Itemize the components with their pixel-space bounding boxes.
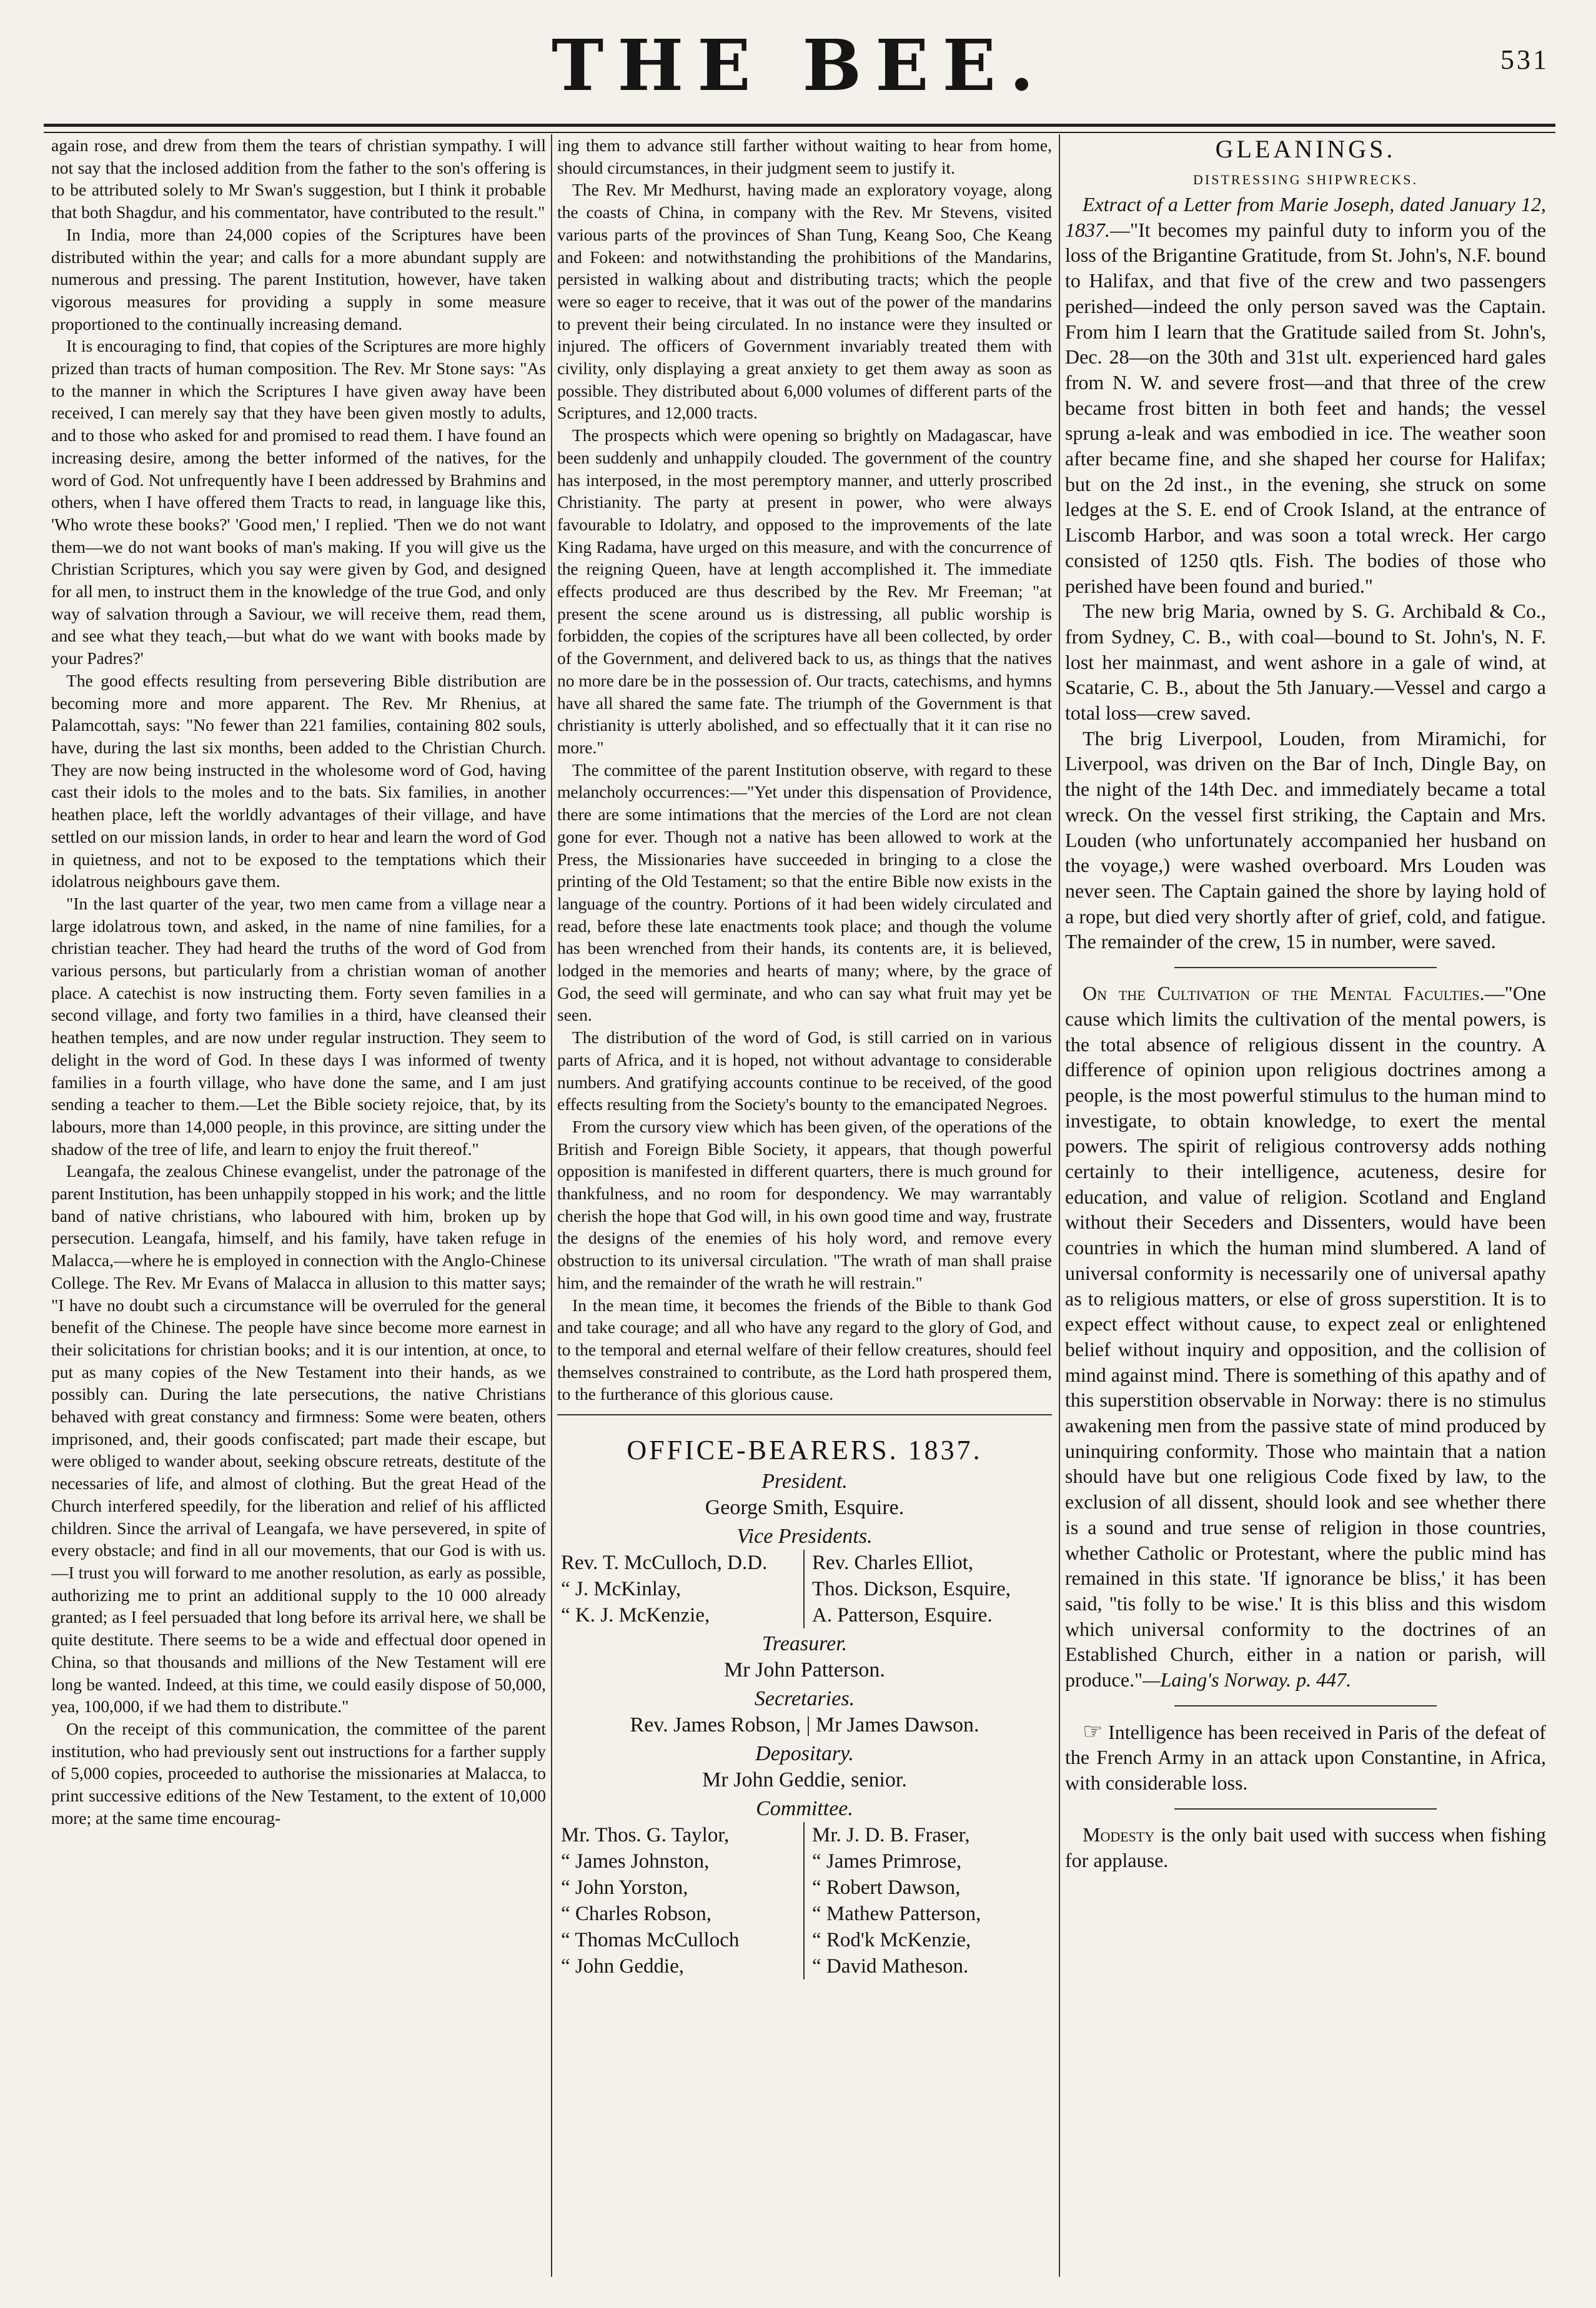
committee-member: “ John Geddie,	[561, 1955, 685, 1978]
treasurer-label: Treasurer.	[761, 1632, 848, 1656]
vice-presidents-list	[557, 1550, 1052, 1628]
section-divider	[1174, 1808, 1437, 1810]
article-paragraph: The new brig Maria, owned by S. G. Archibald & Co., from Sydney, C. B., with coal—bound to St. John's, N. F. lost her mainmast, and went ashore in a gale of wind, at Scatarie, C. B., about the 5th January.—Vessel and cargo a total loss—crew saved.	[1065, 600, 1546, 725]
article-paragraph: The prospects which were opening so brightly on Madagascar, have been suddenly and unhappily clouded. The government of the country has interposed, in the most peremptory manner, and utterly proscribed Christianity. The party at present in power, who were always favourable to Idolatry, and opposed to the improvements of the late King Radama, have urged on this measure, and with the concurrence of the reigning Queen, have at length accomplished it. The immediate effects produced are thus described by the Rev. Mr Freeman; "at present the scene around us is distressing, all public worship is forbidden, the copies of the scriptures have all been collected, by order of the Government, and delivered back to us, as things that the natives no more dare be in the possession of. Our tracts, catechisms, and hymns have all shared the same fate. The triumph of the Government is that christianity is utterly abolished, and so effectually that it it can rise no more."	[557, 425, 1052, 757]
article-paragraph: The distribution of the word of God, is still carried on in various parts of Africa, and it is hoped, not without advantage to considerable numbers. And gratifying accounts continue to be received, of the good effects resulting from the Society's bounty to the emancipated Negroes.	[557, 1028, 1052, 1114]
column-2	[557, 134, 1052, 2283]
mental-faculties-body: —"One cause which limits the cultivation of the mental powers, is the total absence of religious dissent in the country. A difference of opinion upon religious doctrines among a people, is the most powerful stimulus to the human mind to investigate, to obtain knowledge, to exert the mental powers. The spirit of religious controversy adds nothing certainly to their intelligence, acuteness, desire for education, and value of religion. Scotland and England without their Seceders and Dissenters, would have been countries in which the human mind slumbered. A land of universal conformity is necessarily one of universal apathy as to religious matters, or else of gross superstition. It is to expect effect without cause, to expect zeal or enlightened belief without inquiry and opposition, and the collision of mind against mind. There is something of this apathy and of this superstition observable in Norway: there is no stimulus awakening men from the passive state of mind produced by uninquiring conformity. Those who maintain that a nation should have but one religious Code fixed by law, to the exclusion of all dissent, should look and see whether there is a sound and true sense of religion in those countries, whether Catholic or Protestant, where the public mind has remained in this state. 'If ignorance be bliss,' it has been said, ''tis folly to be wise.' It is this bliss and this wisdom which universal conformity to the doctrines of an Established Church, either in a nation or parish, will produce."	[1065, 982, 1546, 1691]
mental-faculties-heading: On the Cultivation of the Mental Faculties.	[1083, 982, 1485, 1005]
article-paragraph: The brig Liverpool, Louden, from Miramichi, for Liverpool, was driven on the Bar of Inch, Dingle Bay, on the night of the 14th Dec. and immediately became a total wreck. On the vessel first striking, the Captain and Mrs. Louden (who unfortunately accompanied her husband on the voyage,) were washed overboard. Mrs Louden was never seen. The Captain gained the shore by laying hold of a rope, but died very shortly after of grief, cold, and fatigue. The remainder of the crew, 15 in number, were saved.	[1065, 726, 1546, 953]
article-paragraph: The good effects resulting from persevering Bible distribution are becoming more and more apparent. The Rev. Mr Rhenius, at Palamcottah, says: "No fewer than 221 families, containing 802 souls, have, during the last six months, been added to the Christian Church. They are now being instructed in the wholesome word of God, having cast their idols to the moles and to the bats. Six families, in another heathen place, left the worldly advantages of their village, and have settled on our mission lands, in order to hear and learn the word of God in quietness, and not to be exposed to the temptations which their idolatrous neighbours gave them.	[51, 670, 546, 891]
masthead-rule	[44, 124, 1555, 133]
vice-presidents-label: Vice Presidents.	[736, 1525, 873, 1548]
section-divider	[1174, 1705, 1437, 1706]
modesty-heading: Modesty	[1083, 1823, 1155, 1846]
committee-member: “ Mathew Patterson,	[812, 1903, 981, 1926]
column-divider	[551, 134, 552, 2277]
extract-intro: Extract of a Letter from Marie Joseph, dated January 12, 1837.	[1065, 193, 1546, 241]
column-3	[1065, 134, 1546, 2283]
pointing-hand-icon: ☞	[1083, 1718, 1103, 1744]
modesty-text: is the only bait used with success when fishing for applause.	[1065, 1823, 1546, 1871]
president-name: George Smith, Esquire.	[705, 1496, 905, 1520]
column-divider	[1059, 134, 1060, 2277]
committee-member: “ David Matheson.	[812, 1955, 969, 1978]
depositary-label: Depositary.	[755, 1742, 854, 1766]
quote-source: —Laing's Norway. p. 447.	[1142, 1668, 1352, 1691]
committee-member: “ Rod'k McKenzie,	[812, 1929, 971, 1952]
depositary-name: Mr John Geddie, senior.	[702, 1768, 907, 1792]
article-paragraph: "In the last quarter of the year, two men came from a village near a large idolatrous town, and asked, in the name of nine families, for a christian teacher. They had heard the truths of the word of God from various persons, but particularly from a christian woman of another place. A catechist is now instructing them. Forty seven families in a second village, and forty two families in a third, have cleansed their heathen temples, and are now under regular instruction. They seem to delight in the word of God. In these days I was informed of twenty families in a fourth village, who have done the same, and I am just sending a teacher to them.—Let the Bible society rejoice, that, by its labours, more than 14,000 people, in this province, are sitting under the shadow of the tree of life, and learn to enjoy the fruit thereof."	[51, 893, 546, 1159]
column-1	[51, 134, 546, 2283]
vice-president-name: “ J. McKinlay,	[561, 1578, 682, 1601]
article-paragraph: The committee of the parent Institution observe, with regard to these melancholy occurrences:—"Yet under this dispensation of Providence, there are some intimations that the mercies of the Lord are not clean gone for ever. Though not a native has been allowed to work at the Press, the Missionaries have succeeded in bringing to a close the printing of the Old Testament; so that the entire Bible now exists in the language of the country. Portions of it had been widely circulated and read, before these late enactments took place; and though the volume has been wrenched from their hands, its contents are, it is believed, lodged in the memories and hearts of many; where, by the grace of God, the seed will germinate, and who can say what fruit may yet be seen.	[557, 760, 1052, 1025]
committee-member: Mr. J. D. B. Fraser,	[812, 1824, 970, 1847]
committee-label: Committee.	[756, 1797, 853, 1821]
extract-body: —"It becomes my painful duty to inform you of the loss of the Brigantine Gratitude, from St. John's, N.F. bound to Halifax, and that five of the crew and two passengers perished—indeed the only person saved was the Captain. From him I learn that the Gratitude sailed from St. John's, Dec. 28—on the 30th and 31st ult. experienced hard gales from N. W. and severe frost—and that three of the crew became frost bitten in both feet and hands; the vessel sprung a-leak and was embodied in ice. The weather soon after became fine, and she shaped her course for Halifax; but on the 2d inst., in the evening, she struck on some ledges at the S. E. end of Crook Island, at the entrance of Liscomb Harbor, and was soon a total wreck. Her cargo consisted of 1250 qtls. Fish. The bodies of those who perished have been found and buried."	[1065, 218, 1546, 597]
article-paragraph	[1065, 1822, 1546, 1873]
article-paragraph: It is encouraging to find, that copies of the Scriptures are more highly prized than tracts of human composition. The Rev. Mr Stone says: "As to the manner in which the Scriptures I have given away have been received, I can merely say that they have been given mostly to adults, and to those who asked for and promised to read them. I have found an increasing desire, among the better informed of the natives, for the word of God. Not unfrequently have I been addressed by Brahmins and others, when I have offered them Tracts to read, in language like this, 'Who wrote these books?' 'Good men,' I replied. 'Then we do not want them—we do not want books of man's making. If you will give us the Christian Scriptures, which you say were given by God, and designed for all men, to instruct them in the knowledge of the true God, and only way of salvation through a Saviour, we will receive them, read them, and see what they teach,—but what do we want with books made by your Padres?'	[51, 336, 546, 668]
vice-president-name: Thos. Dickson, Esquire,	[812, 1578, 1011, 1601]
committee-member: Mr. Thos. G. Taylor,	[561, 1824, 730, 1847]
secretaries-label: Secretaries.	[754, 1687, 855, 1711]
article-paragraph: again rose, and drew from them the tears of christian sympathy. I will not say that the inclosed addition from the father to the son's offering is to be attributed solely to Mr Swan's suggestion, but I think it probable that both Shagdur, and his commentator, have contributed to the result."	[51, 136, 546, 222]
vice-president-name: “ K. J. McKenzie,	[561, 1604, 710, 1627]
committee-member: “ Charles Robson,	[561, 1903, 712, 1926]
page-number: 531	[1500, 44, 1549, 75]
article-paragraph	[1065, 1719, 1546, 1796]
section-divider	[1174, 967, 1437, 968]
office-bearers-title: OFFICE-BEARERS. 1837.	[627, 1435, 983, 1466]
vice-president-name: Rev. T. McCulloch, D.D.	[561, 1552, 768, 1575]
intelligence-notice: Intelligence has been received in Paris of the defeat of the French Army in an attack upon Constantine, in Africa, with considerable loss.	[1065, 1720, 1546, 1795]
committee-member: “ Thomas McCulloch	[561, 1929, 740, 1952]
president-label: President.	[761, 1470, 848, 1493]
article-paragraph: From the cursory view which has been given, of the operations of the British and Foreign Bible Society, it appears, that though powerful opposition is manifested in different quarters, there is much ground for thankfulness, and no room for despondency. We may warrantably cherish the hope that God will, in his own good time and way, frustrate the designs of the enemies of his holy word, and remove every obstruction to its universal circulation. "The wrath of man shall praise him, and the remainder of the wrath he will restrain."	[557, 1116, 1052, 1292]
committee-member: “ John Yorston,	[561, 1876, 688, 1899]
article-paragraph: Leangafa, the zealous Chinese evangelist, under the patronage of the parent Institution, has been unhappily stopped in his work; and the little band of native christians, who laboured with him, broken up by persecution. Leangafa, himself, and his family, have taken refuge in Malacca,—where he is employed in connection with the Anglo-Chinese College. The Rev. Mr Evans of Malacca in allusion to this matter says; "I have no doubt such a circumstance will be overruled for the general benefit of the Chinese. The people have since become more earnest in their solicitations for christian books; and it is our intention, at once, to put as many copies of the New Testament into their hands, as we possibly can. During the late persecutions, the native Christians behaved with great constancy and firmness: Some were beaten, others imprisoned, and, their goods confiscated; part made their escape, but were obliged to wander about, seeking obscure retreats, destitute of the necessaries of life, and almost of clothing. But the great Head of the Church interfered speedily, for the liberation and relief of his afflicted children. Since the arrival of Leangafa, we have persevered, in spite of every obstacle; and find in all our movements, that our God is with us.—I trust you will forward to me another resolution, as early as possible, authorizing me to print an additional supply to the 10 000 already granted; as I feel persuaded that long before its arrival here, we shall be quite destitute. There seems to be a wide and effectual door opened in China, so that thousands and millions of the New Testament will ere long be wanted. Indeed, at this time, we could easily dispose of 50,000, yea, 100,000, if we had them to distribute."	[51, 1161, 546, 1716]
article-paragraph: ing them to advance still farther without waiting to hear from home, should circumstances, in their judgment seem to justify it.	[557, 136, 1052, 177]
article-paragraph	[1065, 981, 1546, 1693]
article-paragraph: In India, more than 24,000 copies of the Scriptures have been distributed within the year; and calls for a more abundant supply are numerous and pressing. The parent Institution, however, have taken vigorous measures for providing a supply in some measure proportioned to the continually increasing demand.	[51, 224, 546, 334]
secretaries-names: Rev. James Robson, | Mr James Dawson.	[630, 1713, 979, 1737]
committee-list	[557, 1822, 1052, 1979]
gleanings-heading: GLEANINGS.	[1215, 135, 1396, 163]
committee-member: “ James Primrose,	[812, 1850, 962, 1873]
committee-member: “ Robert Dawson,	[812, 1876, 961, 1899]
committee-member: “ James Johnston,	[561, 1850, 710, 1873]
article-paragraph: On the receipt of this communication, the committee of the parent institution, who had previously sent out instructions for a farther supply of 5,000 copies, proceeded to authorise the missionaries at Malacca, to print successive editions of the New Testament, to the extent of 10,000 more; at the same time encourag-	[51, 1718, 546, 1828]
article-paragraph: In the mean time, it becomes the friends of the Bible to thank God and take courage; and all who have any regard to the glory of God, and to the temporal and eternal welfare of their fellow creatures, should feel themselves constrained to contribute, as the Lord hath prospered them, to the furtherance of this glorious cause.	[557, 1295, 1052, 1404]
vice-president-name: A. Patterson, Esquire.	[812, 1604, 993, 1627]
article-paragraph	[1065, 192, 1546, 598]
shipwrecks-subheading: DISTRESSING SHIPWRECKS.	[1193, 172, 1418, 187]
masthead	[44, 19, 1555, 119]
treasurer-name: Mr John Patterson.	[724, 1658, 885, 1682]
newspaper-title: THE BEE.	[552, 25, 1048, 107]
article-paragraph: The Rev. Mr Medhurst, having made an exploratory voyage, along the coasts of China, in company with the Rev. Mr Stevens, visited various parts of the provinces of Shan Tung, Keang Soo, Che Keang and Fokeen: and notwithstanding the prohibitions of the Mandarins, persisted in walking about and distributing tracts; which the people were so eager to receive, that it was out of the power of the mandarins to prevent their being circulated. In no instance were they insulted or injured. The officers of Government invariably treated them with civility, only displaying a great anxiety to get them away as soon as possible. They distributed about 6,000 volumes of different parts of the Scriptures, and 12,000 tracts.	[557, 180, 1052, 423]
vice-president-name: Rev. Charles Elliot,	[812, 1552, 974, 1575]
office-bearers-box	[557, 1414, 1052, 1979]
